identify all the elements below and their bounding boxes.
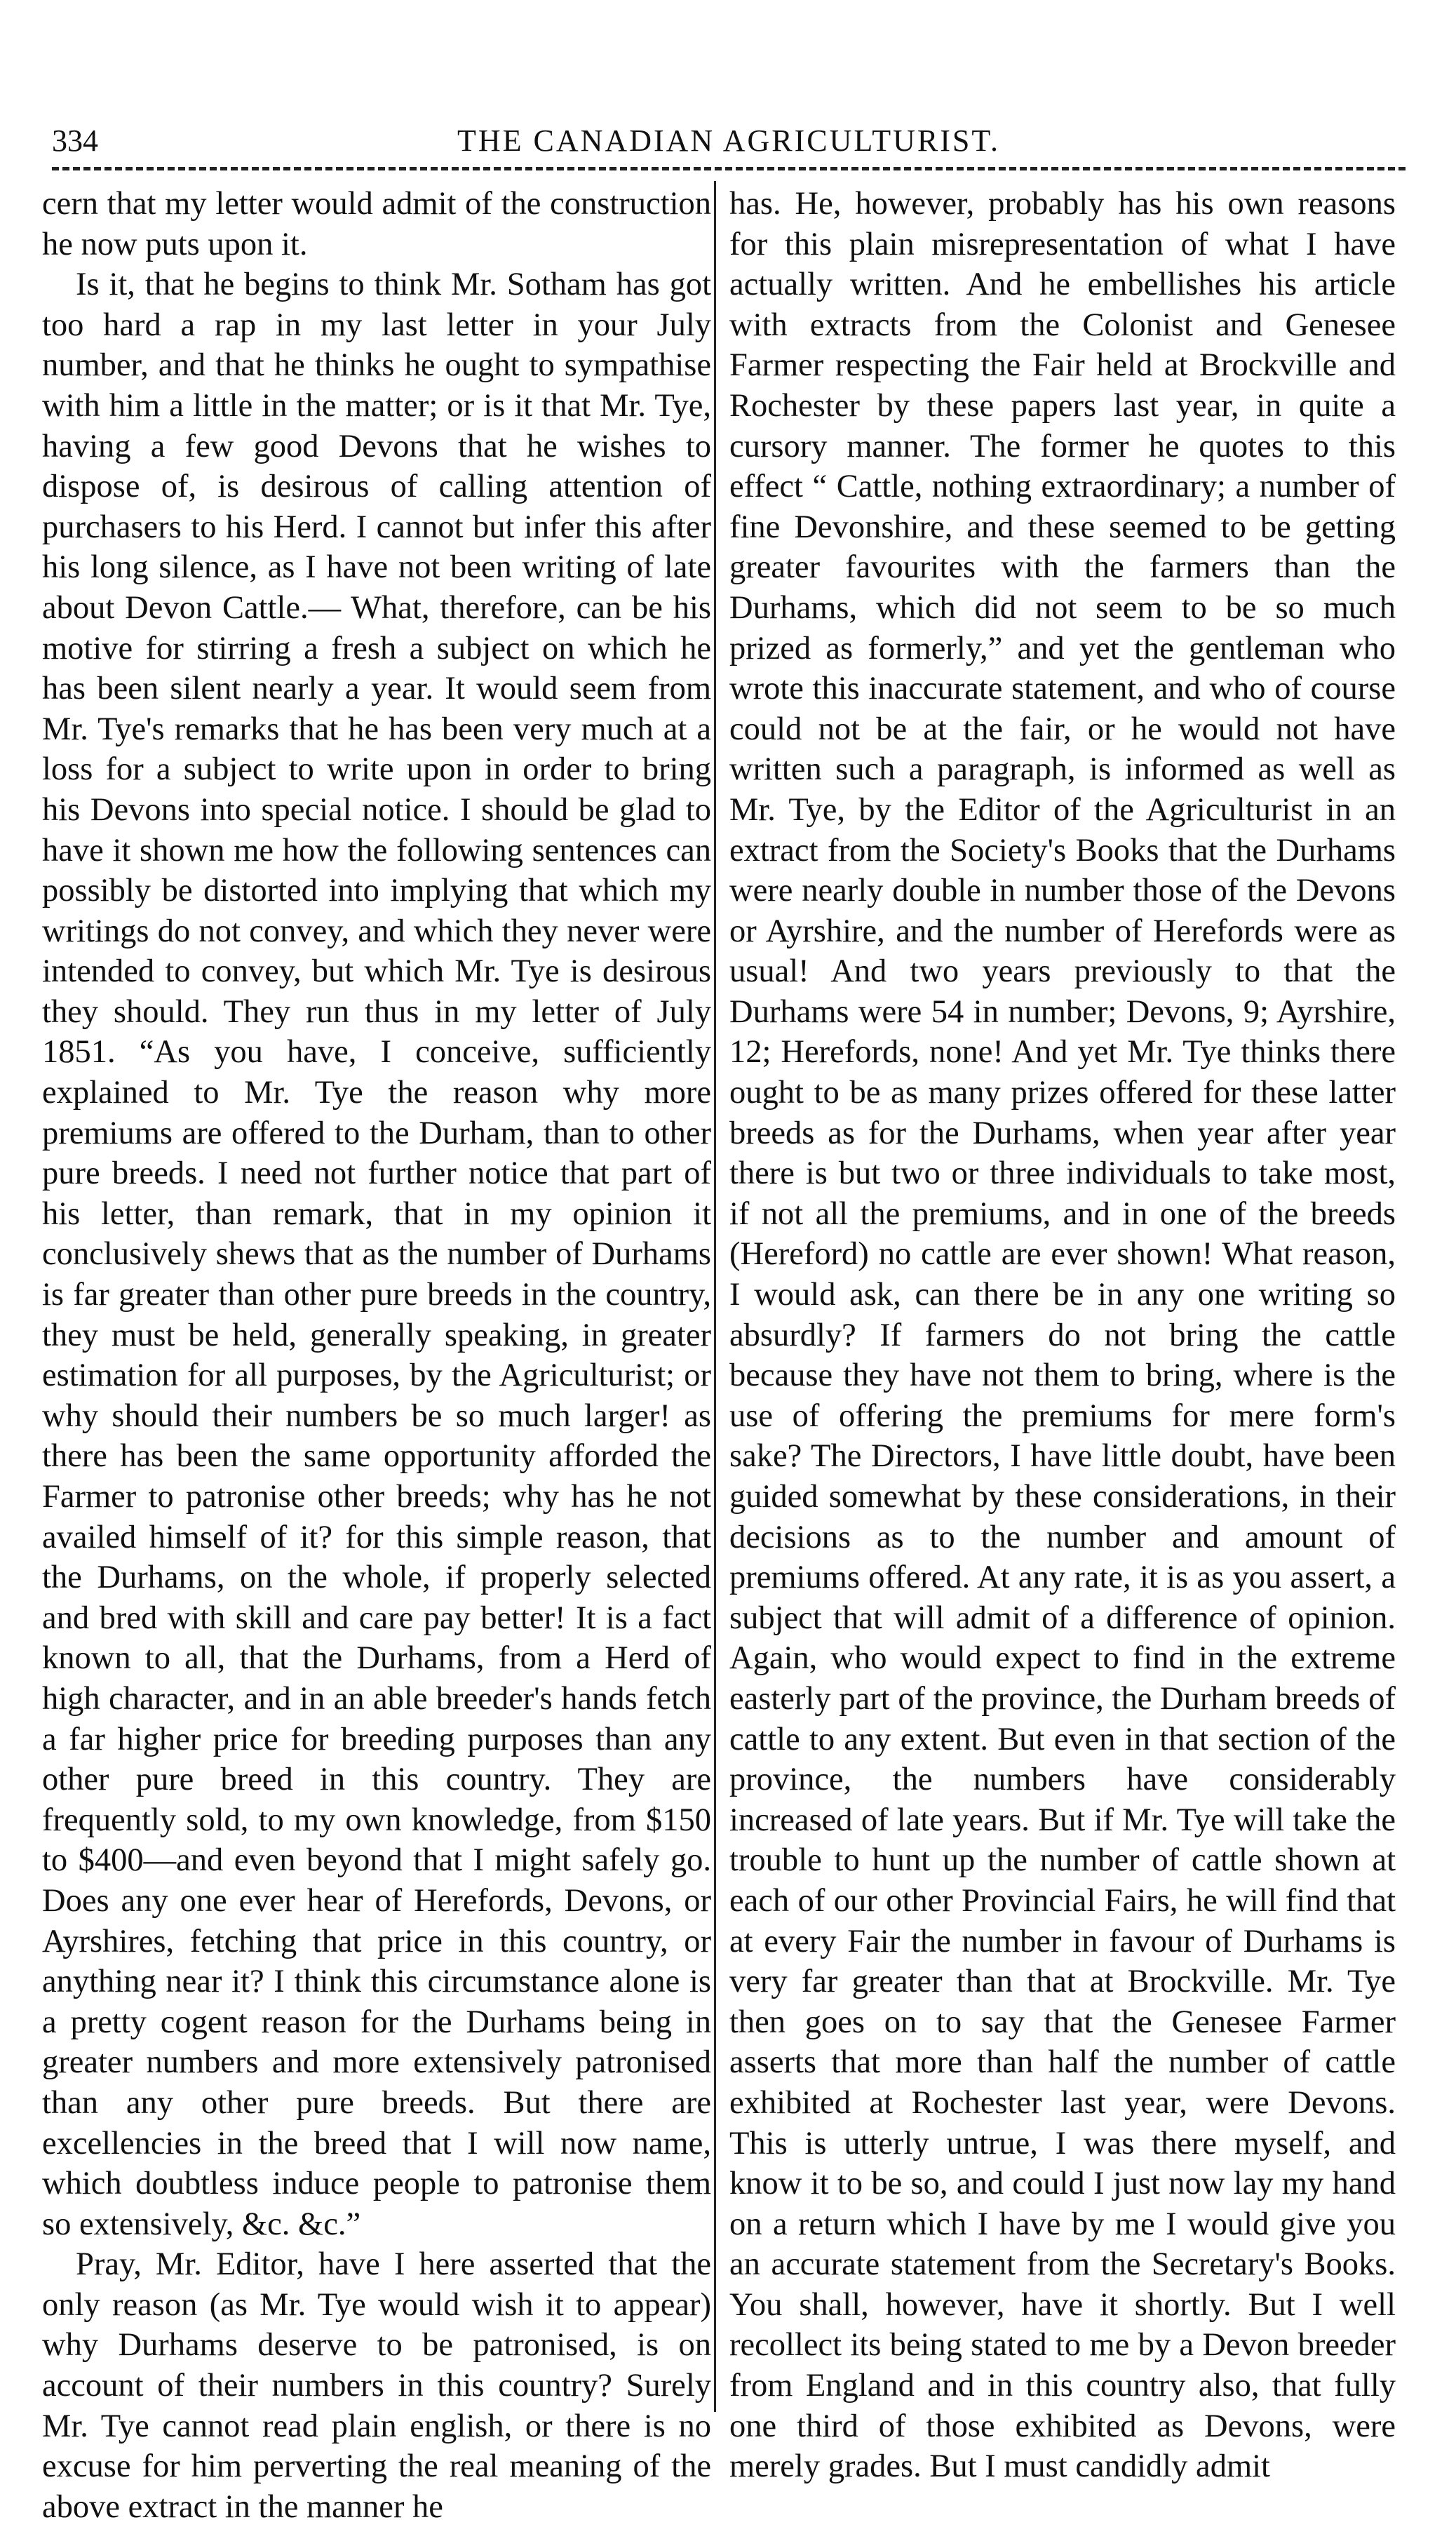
- paragraph: cern that my letter would admit of the construction he now puts upon it.: [42, 186, 711, 262]
- right-column: [729, 184, 1396, 2485]
- paragraph: Is it, that he begins to think Mr. Sotham has got too hard a rap in my last letter in your July number, and that he thinks he ought to sympathise with him a little in the matter; or is it that Mr. Tye, having a few good Devons that he wishes to dispose of, is desirous of calling attention of purchasers to his Herd. I cannot but infer this after his long silence, as I have not been writing of late about Devon Cattle.— What, therefore, can be his motive for stirring a fresh a subject on which he has been silent nearly a year. It would seem from Mr. Tye's remarks that he has been very much at a loss for a subject to write upon in order to bring his Devons into special notice. I should be glad to have it shown me how the following sentences can possibly be distorted into implying that which my writings do not convey, and which they never were intended to convey, but which Mr. Tye is desirous they should. They run thus in my letter of July 1851. “As you have, I conceive, sufficiently explained to Mr. Tye the reason why more premiums are offered to the Durham, than to other pure breeds. I need not further notice that part of his letter, than remark, that in my opinion it conclusively shews that as the number of Durhams is far greater than other pure breeds in the country, they must be held, generally speaking, in greater estimation for all purposes, by the Agriculturist; or why should their numbers be so much larger! as there has been the same opportunity afforded the Farmer to patronise other breeds; why has he not availed himself of it? for this simple reason, that the Durhams, on the whole, if properly selected and bred with skill and care pay better! It is a fact known to all, that the Durhams, from a Herd of high character, and in an able breeder's hands fetch a far higher price for breeding purposes than any other pure breed in this country. They are frequently sold, to my own knowledge, from $150 to $400—and even beyond that I might safely go. Does any one ever hear of Herefords, Devons, or Ayrshires, fetching that price in this country, or anything near it? I think this circumstance alone is a pretty cogent reason for the Durhams being in greater numbers and more extensively patronised than any other pure breeds. But there are excellencies in the breed that I will now name, which doubtless induce people to patronise them so extensively, &c. &c.”: [42, 267, 711, 2242]
- left-column: [42, 184, 711, 2525]
- page-number: 334: [52, 123, 98, 158]
- page-header: [52, 121, 1406, 170]
- paragraph: Pray, Mr. Editor, have I here asserted that the only reason (as Mr. Tye would wish it to appear) why Durhams deserve to be patronised, is on account of their numbers in this country? Surely Mr. Tye cannot read plain english, or there is no excuse for him perverting the real meaning of the above extract in the manner he: [42, 2246, 711, 2525]
- running-title: THE CANADIAN AGRICULTURIST.: [457, 123, 1000, 158]
- paragraph: has. He, however, probably has his own reasons for this plain misrepresentation of what I have actually written. And he embellishes his article with extracts from the Colonist and Genesee Farmer respecting the Fair held at Brockville and Rochester by these papers last year, in quite a cursory manner. The former he quotes to this effect “ Cattle, nothing extraordinary; a number of fine Devonshire, and these seemed to be getting greater favourites with the farmers than the Durhams, which did not seem to be so much prized as formerly,” and yet the gentleman who wrote this inaccurate statement, and who of course could not be at the fair, or he would not have written such a paragraph, is informed as well as Mr. Tye, by the Editor of the Agriculturist in an extract from the Society's Books that the Durhams were nearly double in number those of the Devons or Ayrshire, and the number of Herefords were as usual! And two years previously to that the Durhams were 54 in number; Devons, 9; Ayrshire, 12; Herefords, none! And yet Mr. Tye thinks there ought to be as many prizes offered for these latter breeds as for the Durhams, when year after year there is but two or three individuals to take most, if not all the premiums, and in one of the breeds (Hereford) no cattle are ever shown! What reason, I would ask, can there be in any one writing so absurdly? If farmers do not bring the cattle because they have not them to bring, where is the use of offering the premiums for mere form's sake? The Directors, I have little doubt, have been guided somewhat by these considerations, in their decisions as to the number and amount of premiums offered. At any rate, it is as you assert, a subject that will admit of a difference of opinion. Again, who would expect to find in the extreme easterly part of the province, the Durham breeds of cattle to any extent. But even in that section of the province, the numbers have considerably increased of late years. But if Mr. Tye will take the trouble to hunt up the number of cattle shown at each of our other Provincial Fairs, he will find that at every Fair the number in favour of Durhams is very far greater than that at Brockville. Mr. Tye then goes on to say that the Genesee Farmer asserts that more than half the number of cattle exhibited at Rochester last year, were Devons. This is utterly untrue, I was there myself, and know it to be so, and could I just now lay my hand on a return which I have by me I would give you an accurate statement from the Secretary's Books. You shall, however, have it shortly. But I well recollect its being stated to me by a Devon breeder from England and in this country also, that fully one third of those exhibited as Devons, were merely grades. But I must candidly admit: [729, 186, 1396, 2485]
- header-rule: [52, 167, 1406, 170]
- column-divider: [714, 181, 716, 2412]
